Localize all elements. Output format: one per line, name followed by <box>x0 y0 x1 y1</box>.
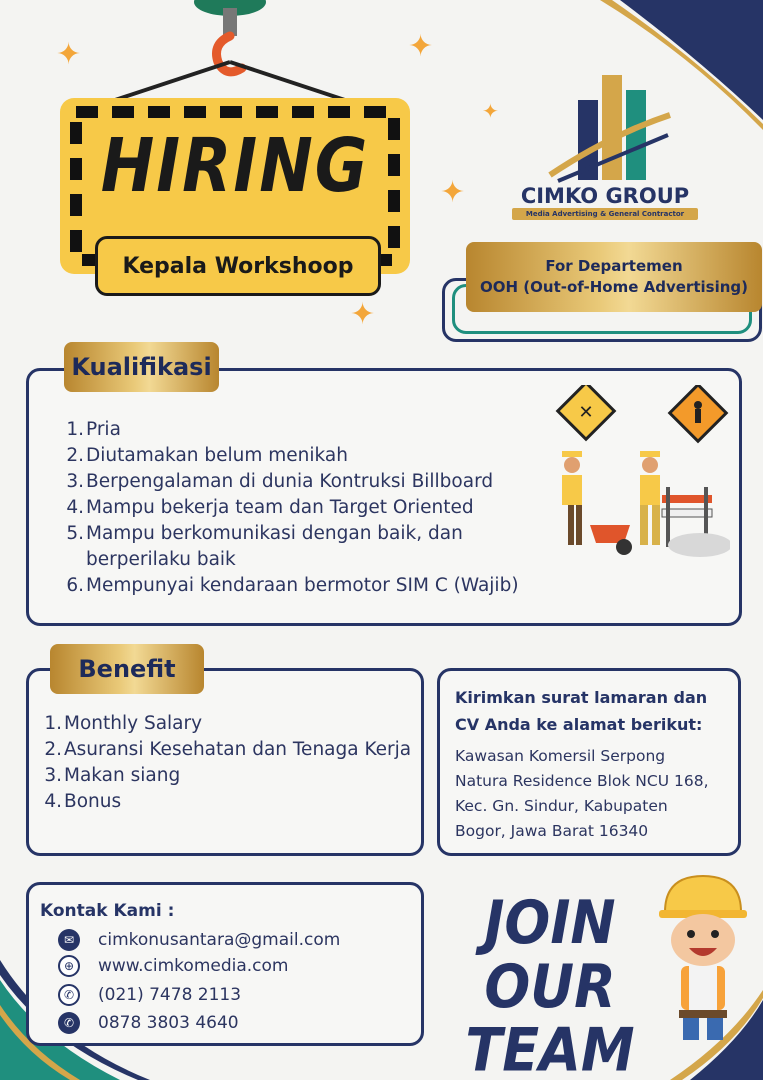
list-item: 2. Diutamakan belum menikah <box>66 445 348 466</box>
apply-heading-line1: Kirimkan surat lamaran dan <box>455 688 708 707</box>
contact-whatsapp-row[interactable] <box>58 1012 239 1034</box>
benefit-heading: Benefit <box>50 644 204 694</box>
list-item: 5. Mampu berkomunikasi dengan baik, dan <box>66 523 463 544</box>
contact-website[interactable]: www.cimkomedia.com <box>98 956 289 976</box>
list-item: 6. Mempunyai kendaraan bermotor SIM C (Wajib) <box>66 575 519 596</box>
address-line: Kawasan Komersil Serpong <box>455 747 666 765</box>
benefit-list <box>44 711 424 815</box>
contact-whatsapp[interactable]: 0878 3803 4640 <box>98 1013 239 1033</box>
apply-heading <box>455 684 735 738</box>
contact-heading: Kontak Kami : <box>40 901 175 921</box>
list-item: 1. Pria <box>66 419 121 440</box>
contact-email[interactable]: cimkonusantara@gmail.com <box>98 930 341 950</box>
position-label: Kepala Workshoop <box>95 236 381 296</box>
sparkle-icon: ✦ <box>440 175 466 210</box>
department-badge <box>466 242 762 312</box>
sparkle-icon: ✦ <box>408 29 434 64</box>
worker-character-illustration <box>655 870 750 1045</box>
contact-phone[interactable]: (021) 7478 2113 <box>98 985 242 1005</box>
svg-text:✕: ✕ <box>578 402 594 423</box>
address-line: Kec. Gn. Sindur, Kabupaten <box>455 797 668 815</box>
join-line2: OUR TEAM <box>465 951 635 1080</box>
department-line2: OOH (Out-of-Home Advertising) <box>480 278 748 296</box>
list-item: 4. Mampu bekerja team dan Target Oriented <box>66 497 474 518</box>
department-line1: For Departemen <box>545 257 683 275</box>
construction-workers-illustration <box>540 385 730 565</box>
qualifications-list <box>66 417 536 599</box>
company-logo-icon <box>540 55 680 185</box>
contact-website-row[interactable] <box>58 955 289 977</box>
address-line: Natura Residence Blok NCU 168, <box>455 772 709 790</box>
list-item: berperilaku baik <box>86 549 236 570</box>
qualifications-heading: Kualifikasi <box>64 342 219 392</box>
list-item: 3. Berpengalaman di dunia Kontruksi Billboard <box>66 471 494 492</box>
contact-phone-row[interactable] <box>58 984 241 1006</box>
list-item: 1. Monthly Salary <box>44 713 203 734</box>
apply-heading-line2: CV Anda ke alamat berikut: <box>455 715 703 734</box>
mail-icon: ✉ <box>58 929 80 951</box>
join-our-team-text <box>440 888 660 1080</box>
hiring-title: HIRING <box>100 124 370 210</box>
sparkle-icon: ✦ <box>350 297 376 332</box>
join-line1: JOIN <box>484 888 616 958</box>
company-name: CIMKO GROUP <box>520 184 690 208</box>
sparkle-icon: ✦ <box>482 99 499 123</box>
globe-icon: ⊕ <box>58 955 80 977</box>
phone-icon: ✆ <box>58 984 80 1006</box>
company-tagline: Media Advertising & General Contractor <box>512 208 698 220</box>
contact-email-row[interactable] <box>58 929 340 951</box>
address-line: Bogor, Jawa Barat 16340 <box>455 822 649 840</box>
sparkle-icon: ✦ <box>56 37 82 72</box>
apply-address <box>455 744 740 844</box>
whatsapp-icon: ✆ <box>58 1012 80 1034</box>
list-item: 4. Bonus <box>44 791 122 812</box>
list-item: 3. Makan siang <box>44 765 181 786</box>
list-item: 2. Asuransi Kesehatan dan Tenaga Kerja <box>44 739 412 760</box>
